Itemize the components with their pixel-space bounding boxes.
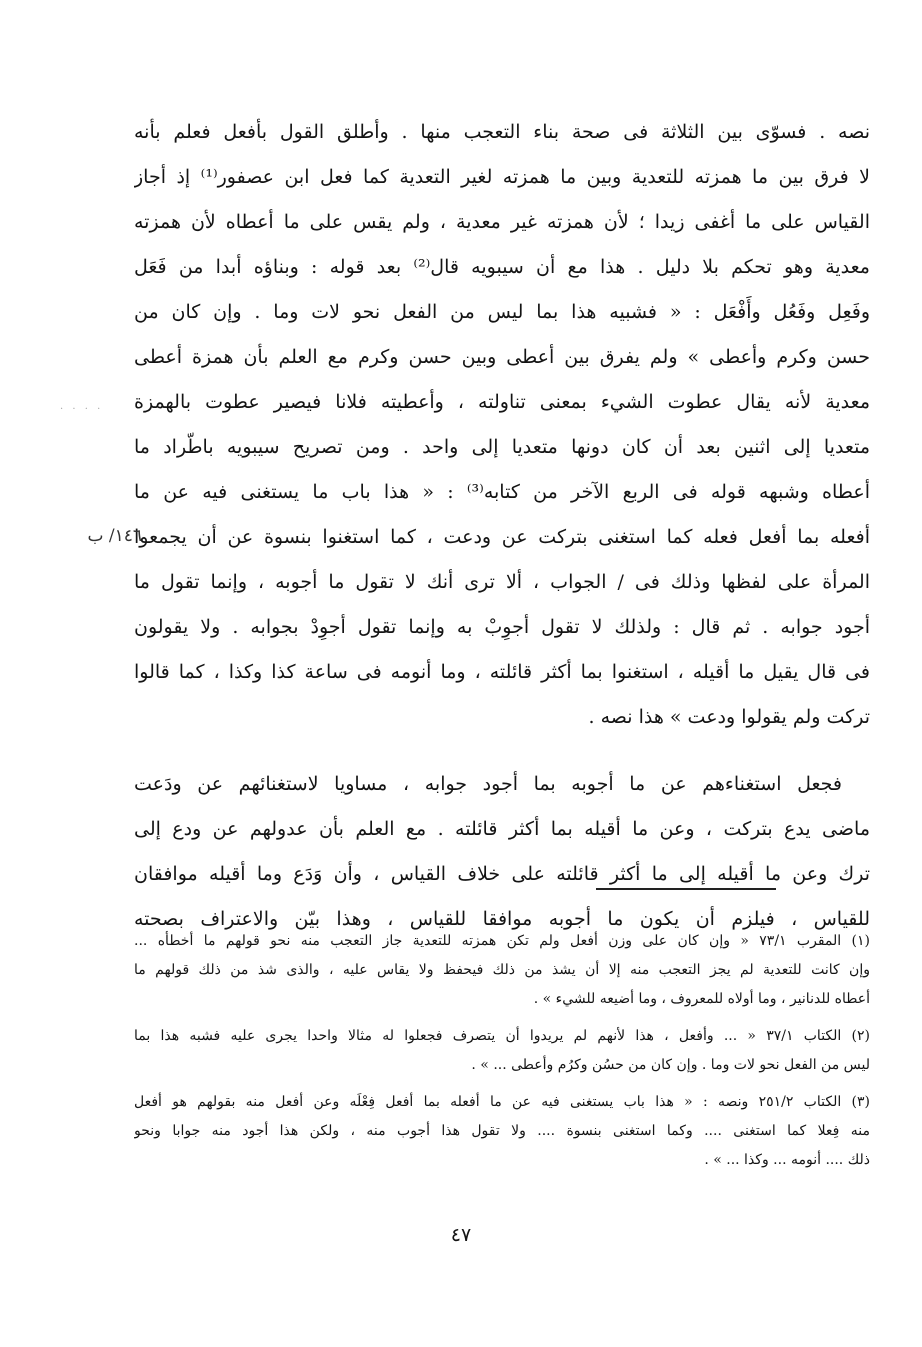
body-line: القياس على ما أغفى زيدا ؛ لأن همزته غير معدية ، ولم يقس على ما أعطاه لأن همزته: [134, 211, 870, 233]
body-line: لا فرق بين ما همزته للتعدية وبين ما همزته لغير التعدية كما فعل ابن عصفور⁽¹⁾ إذ أجاز: [134, 166, 870, 188]
body-line: متعديا إلى اثنين بعد أن كان دونها متعديا إلى واحد . ومن تصريح سيبويه باطّراد ما: [134, 436, 870, 458]
body-line: معدية وهو تحكم بلا دليل . هذا مع أن سيبويه قال⁽²⁾ بعد قوله : وبناؤه أبدا من فَعَل: [134, 256, 870, 278]
body-line: تركت ولم يقولوا ودعت » هذا نصه .: [588, 706, 870, 728]
body-line: ماضى يدع بتركت ، وعن ما أقيله بما أكثر قائلته . مع العلم بأن عدولهم عن ودع إلى: [134, 818, 870, 840]
body-line: معدية لأنه يقال عطوت الشيء بمعنى تناولته ، وأعطيته فلانا فيصير عطوت بالهمزة: [134, 391, 870, 413]
footnote-gap: [134, 1080, 870, 1088]
body-line: حسن وكرم وأعطى » ولم يفرق بين أعطى وبين حسن وكرم مع العلم بأن همزة أعطى: [134, 346, 870, 368]
body-line: أعطاه وشبهه قوله فى الربع الآخر من كتابه⁽³⁾ : « هذا باب ما يستغنى فيه عن ما: [134, 481, 870, 503]
body-line: نصه . فسوّى بين الثلاثة فى صحة بناء التعجب منها . وأطلق القول بأفعل فعلم بأنه: [134, 121, 870, 143]
footnote-line: (١) المقرب ٧٣/١ « وإن كان على وزن أفعل ولم تكن همزته للتعدية جاز التعجب منه نحو قولهم ما أخطأه ...: [134, 933, 870, 949]
body-line: أفعله بما أفعل فعله كما استغنى بتركت عن ودعت ، كما استغنوا بنسوة عن أن يجمعوا: [134, 526, 870, 548]
footnote-divider: [596, 888, 776, 890]
body-line: المرأة على لفظها وذلك فى / الجواب ، ألا ترى أنك لا تقول ما أجوبه ، وإنما تقول ما: [134, 571, 870, 593]
main-text-block: [134, 110, 870, 942]
body-line: أجود جوابه . ثم قال : ولذلك لا تقول أجوِبْ به وإنما تقول أجوِدْ بجوابه . ولا يقولون: [134, 616, 870, 638]
footnote-line: منه فِعلا كما استغنى .... وكما استغنى بنسوة .... ولا تقول هذا أجوب منه ، ولكن هذا أجود منه جوابا ونحو: [134, 1123, 870, 1139]
body-line: ترك وعن ما أقيله إلى ما أكثر قائلته على خلاف القياس ، وأن وَدَع وما أقيله موافقان: [134, 863, 870, 885]
page-number: ٤٧: [450, 1224, 472, 1246]
footnote-line: ليس من الفعل نحو لات وما . وإن كان من حسُن وكرُم وأعطى ... » .: [471, 1057, 870, 1073]
paragraph-gap: [134, 740, 870, 762]
footnote-gap: [134, 1014, 870, 1022]
body-line: وفَعِل وفَعُل وأَفْعَل : « فشبيه هذا بما ليس من الفعل نحو لات وما . وإن كان من: [134, 301, 870, 323]
body-line: فجعل استغناءهم عن ما أجوبه بما أجود جوابه ، مساويا لاستغنائهم عن ودَعت: [134, 773, 842, 795]
margin-folio-note: ١٤٦/ ب: [87, 526, 142, 546]
scan-speckle: · · · ·: [60, 404, 104, 415]
footnote-line: أعطاه للدنانير ، وما أولاه للمعروف ، وما أضيعه للشيء » .: [533, 991, 870, 1007]
body-line: للقياس ، فيلزم أن يكون ما أجوبه موافقا للقياس ، وهذا بيّن والاعتراف بصحته: [134, 908, 870, 930]
footnote-line: ذلك .... أنومه ... وكذا ... » .: [704, 1152, 870, 1168]
footnote-line: (٢) الكتاب ٣٧/١ « ... وأفعل ، هذا لأنهم لم يريدوا أن يتصرف فجعلوا له مثالا واحدا يجرى عليه فشبه هذا بما: [134, 1028, 870, 1044]
footnote-line: وإن كانت للتعدية لم يجز التعجب منه إلا أن يشذ من ذلك فيحفظ ولا يقاس عليه ، والذى شذ من ذلك قولهم ما: [134, 962, 870, 978]
footnotes-block: [134, 927, 870, 1175]
footnote-line: (٣) الكتاب ٢٥١/٢ ونصه : « هذا باب يستغنى فيه عن ما أفعله بما أفعل فِعْلَه وعن أفعل منه بقولهم هو أفعل: [134, 1094, 870, 1110]
body-line: فى قال يقيل ما أقيله ، استغنوا بما أكثر قائلته ، وما أنومه فى ساعة كذا وكذا ، كما قالوا: [134, 661, 870, 683]
